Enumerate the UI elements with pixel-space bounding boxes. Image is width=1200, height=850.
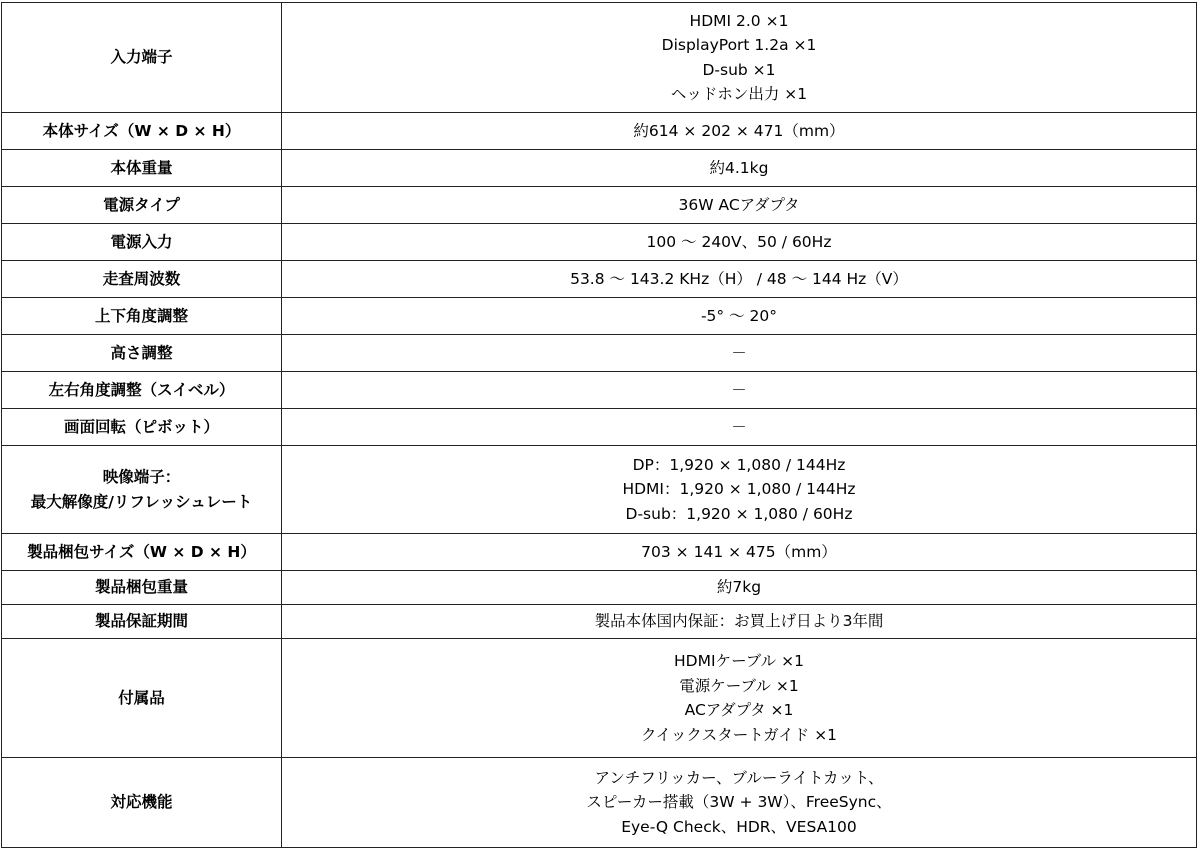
spec-value-text: － [731, 343, 747, 362]
spec-label-cell [2, 409, 282, 446]
spec-label-text: 走査周波数 [102, 269, 181, 288]
spec-value-cell [282, 534, 1197, 571]
spec-label-text: 製品梱包サイズ（W × D × H） [27, 542, 256, 561]
spec-label-text: 対応機能 [110, 793, 173, 812]
spec-value-text: 100 ～ 240V、50 / 60Hz [646, 232, 832, 251]
spec-value-text: HDMIケーブル ×1 [674, 652, 804, 670]
spec-value-text: － [731, 417, 747, 436]
spec-value-cell [282, 639, 1197, 758]
spec-value-cell [282, 335, 1197, 372]
spec-value-text: ヘッドホン出力 ×1 [670, 85, 808, 103]
spec-value-text: HDMI：1,920 × 1,080 / 144Hz [622, 480, 856, 499]
spec-row [2, 446, 1197, 534]
spec-value-text: HDMI 2.0 ×1 [689, 11, 789, 30]
spec-label-cell [2, 335, 282, 372]
spec-label-text: 製品梱包重量 [94, 578, 188, 597]
spec-label-cell [2, 298, 282, 335]
spec-value-text: 36W ACアダプタ [678, 195, 800, 214]
spec-label-text: 左右角度調整（スイベル） [48, 380, 235, 399]
spec-row [2, 3, 1197, 113]
spec-row [2, 335, 1197, 372]
spec-label-cell [2, 639, 282, 758]
spec-row [2, 639, 1197, 758]
spec-label-cell [2, 571, 282, 605]
spec-value-text: DisplayPort 1.2a ×1 [661, 36, 817, 54]
spec-table-body [2, 3, 1197, 848]
spec-label-text: 上下角度調整 [94, 306, 188, 325]
spec-label-text: 付属品 [118, 688, 165, 707]
spec-row [2, 150, 1197, 187]
spec-value-cell [282, 409, 1197, 446]
spec-value-cell [282, 150, 1197, 187]
spec-value-cell [282, 261, 1197, 298]
spec-value-text: Eye-Q Check、HDR、VESA100 [621, 817, 857, 836]
spec-label-cell [2, 446, 282, 534]
spec-row [2, 261, 1197, 298]
spec-label-cell [2, 758, 282, 848]
spec-value-cell [282, 372, 1197, 409]
spec-label-cell [2, 113, 282, 150]
spec-row [2, 298, 1197, 335]
spec-label-text: 入力端子 [110, 48, 173, 67]
spec-value-cell [282, 187, 1197, 224]
spec-row [2, 187, 1197, 224]
spec-label-text: 画面回転（ピボット） [63, 417, 219, 436]
spec-value-cell [282, 571, 1197, 605]
spec-value-cell [282, 298, 1197, 335]
spec-label-text: 最大解像度/リフレッシュレート [30, 492, 253, 511]
spec-value-text: -5° ～ 20° [700, 306, 778, 325]
spec-value-text: 703 × 141 × 475（mm） [641, 542, 837, 561]
spec-value-text: D-sub：1,920 × 1,080 / 60Hz [625, 504, 853, 523]
spec-label-text: 電源入力 [110, 232, 173, 251]
spec-label-text: 高さ調整 [110, 343, 173, 362]
spec-row [2, 409, 1197, 446]
spec-value-text: アンチフリッカー、ブルーライトカット、 [594, 768, 884, 787]
spec-value-text: 約7kg [716, 578, 762, 597]
spec-table [1, 2, 1197, 848]
spec-label-text: 映像端子： [102, 468, 181, 486]
spec-label-text: 本体重量 [110, 158, 173, 177]
spec-row [2, 758, 1197, 848]
spec-label-cell [2, 224, 282, 261]
spec-label-cell [2, 261, 282, 298]
spec-label-text: 電源タイプ [103, 195, 180, 214]
spec-value-text: 約4.1kg [709, 158, 769, 177]
spec-value-text: 53.8 ～ 143.2 KHz（H） / 48 ～ 144 Hz（V） [570, 269, 908, 288]
spec-value-cell [282, 113, 1197, 150]
spec-label-text: 本体サイズ（W × D × H） [42, 121, 241, 140]
spec-row [2, 224, 1197, 261]
spec-label-cell [2, 150, 282, 187]
spec-label-cell [2, 187, 282, 224]
spec-value-cell [282, 446, 1197, 534]
spec-value-cell [282, 758, 1197, 848]
spec-value-text: D-sub ×1 [702, 60, 776, 79]
spec-row [2, 372, 1197, 409]
spec-row [2, 113, 1197, 150]
spec-value-cell [282, 224, 1197, 261]
spec-value-text: ACアダプタ ×1 [684, 701, 794, 719]
spec-row [2, 571, 1197, 605]
spec-row [2, 605, 1197, 639]
spec-label-cell [2, 3, 282, 113]
spec-value-cell [282, 3, 1197, 113]
spec-value-text: － [731, 380, 747, 399]
spec-label-cell [2, 372, 282, 409]
spec-value-cell [282, 605, 1197, 639]
spec-row [2, 534, 1197, 571]
spec-value-text: 製品本体国内保証：お買上げ日より3年間 [594, 612, 884, 631]
spec-label-text: 製品保証期間 [94, 612, 188, 631]
spec-label-cell [2, 534, 282, 571]
spec-value-text: 約614 × 202 × 471（mm） [633, 121, 845, 140]
spec-value-text: スピーカー搭載（3W + 3W）、FreeSync、 [586, 793, 892, 812]
spec-label-cell [2, 605, 282, 639]
spec-value-text: DP：1,920 × 1,080 / 144Hz [632, 455, 846, 474]
spec-value-text: 電源ケーブル ×1 [679, 676, 799, 695]
spec-value-text: クイックスタートガイド ×1 [640, 725, 838, 744]
